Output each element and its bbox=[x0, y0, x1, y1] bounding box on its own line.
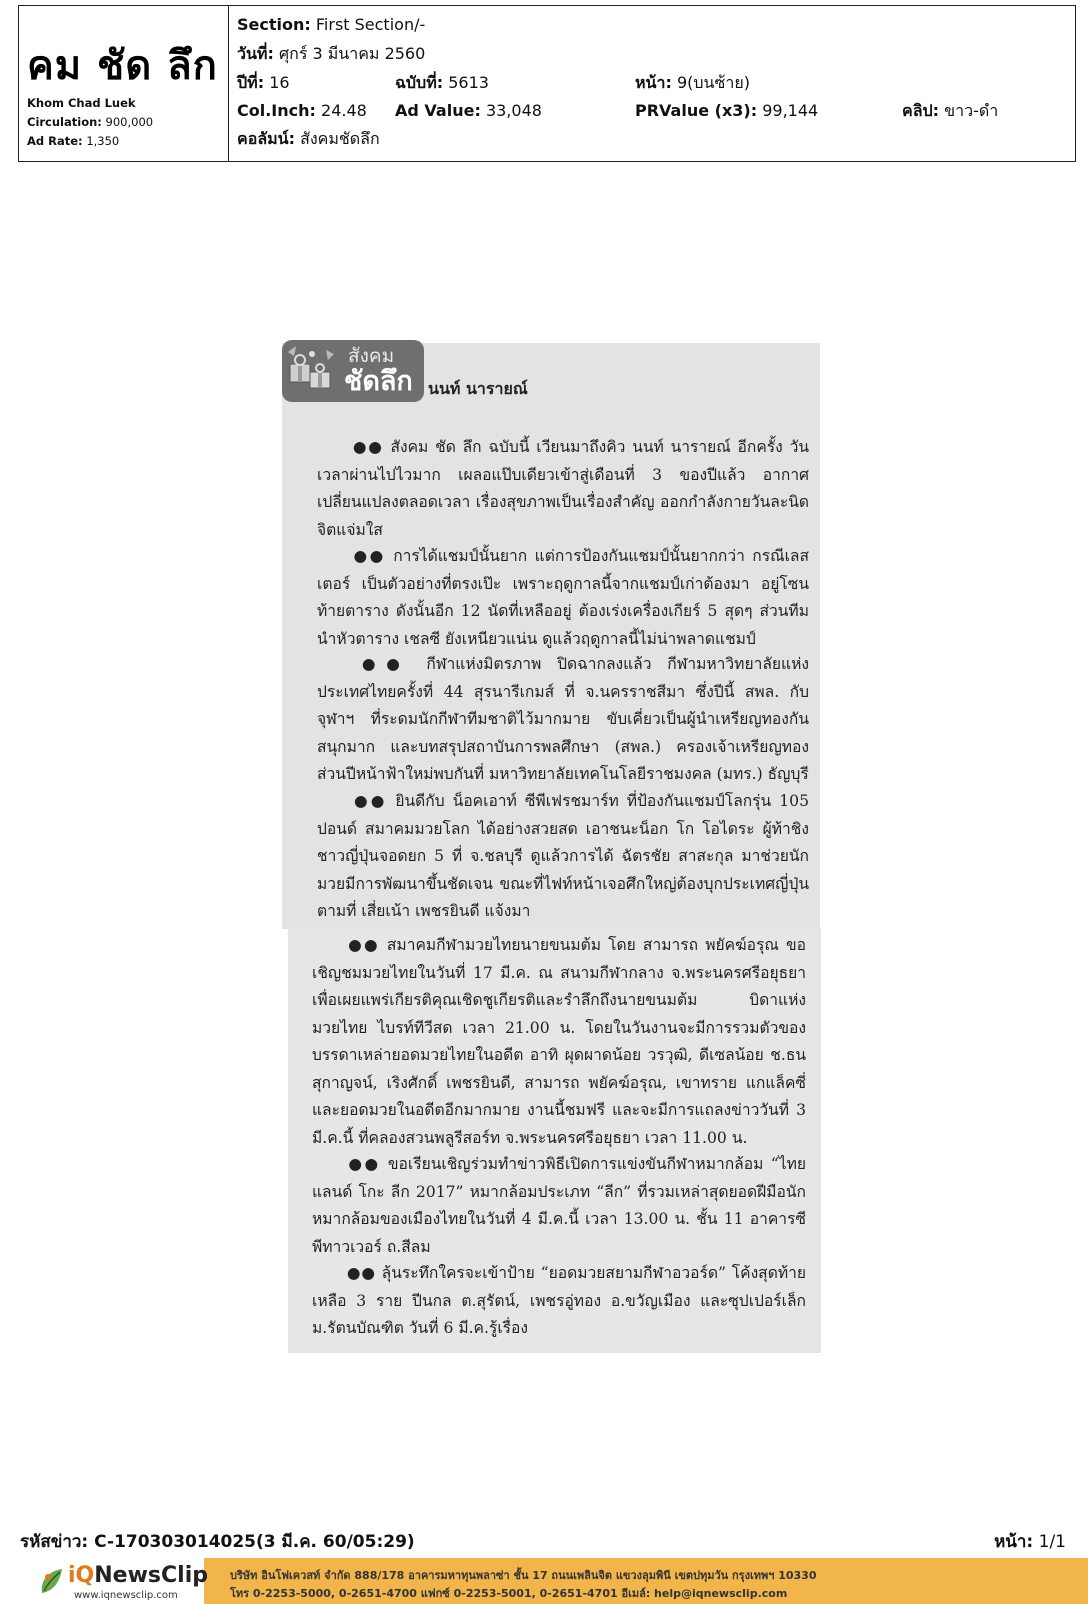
article-paragraph: ●● กีฬาแห่งมิตรภาพ ปิดฉากลงแล้ว กีฬามหาวิทยาลัยแห่งประเทศไทยครั้งที่ 44 สุรนารีเกมส์ ที่ จ.นครราชสีมา ซึ่งปีนี้ สพล. กับ จุฬาฯ ที่ระดมนักกีฬาทีมชาติไว้มากมาย ขับเคี่ยวเป็นผู้นำเหรียญทองกันสนุกมาก และบทสรุปสถาบันการพลศึกษา (สพล.) ครองเจ้าเหรียญทอง ส่วนปีหน้าฟ้าใหม่พบกันที่ มหาวิทยาลัยเทคโนโลยีราชมงคล (มทร.) ธัญบุรี bbox=[317, 655, 809, 783]
article-paragraph: ●● สมาคมกีฬามวยไทยนายขนมต้ม โดย สามารถ พยัคฆ์อรุณ ขอเชิญชมมวยไทยในวันที่ 17 มี.ค. ณ สนามกีฬากลาง จ.พระนครศรีอยุธยา เพื่อเผยแพร่เกียรติคุณเชิดชูเกียรติและรำลึกถึงนายขนมต้ม บิดาแห่งมวยไทย ไบรท์ทีวีสด เวลา 21.00 น. โดยในวันงานจะมีการรวมตัวของบรรดาเหล่ายอดมวยไทยในอดีต อาทิ ผุดผาดน้อย วรวุฒิ, ดีเซลน้อย ช.ธนสุกาญจน์, เริงศักดิ์ เพชรยินดี, สามารถ พยัคฆ์อรุณ, เขาทราย แกแล็คซี่ และยอดมวยในอดีตอีกมากมาย งานนี้ชมฟรี และจะมีการแถลงข่าววันที่ 3 มี.ค.นี้ ที่คลองสวนพลูรีสอร์ท จ.พระนครศรีอยุธยา เวลา 11.00 น. bbox=[312, 936, 806, 1147]
ad-rate-label: Ad Rate: bbox=[27, 134, 83, 148]
value-row bbox=[237, 97, 1057, 125]
leaf-logo-icon bbox=[38, 1567, 64, 1597]
article-paragraph: ●● ขอเรียนเชิญร่วมทำข่าวพิธีเปิดการแข่งขันกีฬาหมากล้อม “ไทยแลนด์ โกะ ลีก 2017” หมากล้อมประเภท “ลีก” ที่รวมเหล่าสุดยอดฝีมือนักหมากล้อมของเมืองไทยในวันที่ 4 มี.ค.นี้ เวลา 13.00 น. ชั้น 11 อาคารซีพีทาวเวอร์ ถ.สีลม bbox=[312, 1155, 806, 1256]
issue-value: 5613 bbox=[448, 73, 489, 92]
date-row bbox=[237, 40, 425, 68]
ad-rate-value: 1,350 bbox=[86, 134, 120, 148]
section-label: Section: bbox=[237, 15, 311, 34]
column-row bbox=[237, 125, 380, 153]
date-label: วันที่: bbox=[237, 44, 274, 63]
year-value: 16 bbox=[269, 73, 290, 92]
article-paragraph: ●● การได้แชมป์นั้นยาก แต่การป้องกันแชมป์นั้นยากกว่า กรณีเลสเตอร์ เป็นตัวอย่างที่ตรงเป๊ะ เพราะฤดูกาลนี้จากแชมป์เก่าต้องมา อยู่โซนท้ายตาราง ดังนั้นอีก 12 นัดที่เหลืออยู่ ต้องเร่งเครื่องเกียร์ 5 สุดๆ ส่วนทีมนำหัวตาราง เชลซี ยังเหนียวแน่น ดูแล้วฤดูกาลนี้ไม่น่าพลาดแชมป์ bbox=[317, 547, 809, 648]
clip-header bbox=[18, 5, 1076, 162]
page-label: หน้า: bbox=[635, 73, 672, 92]
badge-line-2: ชัดลึก bbox=[344, 366, 413, 397]
column-value: สังคมชัดลึก bbox=[300, 129, 380, 148]
publication-name: Khom Chad Luek bbox=[27, 96, 136, 110]
article-paragraph: ●● ลุ้นระทึกใครจะเข้าป้าย “ยอดมวยสยามกีฬาอวอร์ด” โค้งสุดท้าย เหลือ 3 ราย ปีนกล ต.สุรัตน์, เพชรอู่ทอง อ.ขวัญเมือง และซุปเปอร์เล็ก ม.รัตนบัณฑิต วันที่ 6 มี.ค.รู้เรื่อง bbox=[312, 1264, 806, 1337]
footer-contact-band bbox=[204, 1558, 1088, 1604]
brand-name: iQNewsClip bbox=[68, 1563, 208, 1588]
advalue-label: Ad Value: bbox=[395, 101, 481, 120]
company-address: บริษัท อินโฟเควสท์ จำกัด 888/178 อาคารมหาทุนพลาซ่า ชั้น 17 ถนนเพลินจิต แขวงลุมพินี เขตปทุมวัน กรุงเทพฯ 10330 bbox=[230, 1569, 817, 1582]
article-paragraph: ●● ยินดีกับ น็อคเอาท์ ซีพีเฟรชมาร์ท ที่ป้องกันแชมป์โลกรุ่น 105 ปอนด์ สมาคมมวยโลก ได้อย่างสวยสด เอาชนะน็อก โก โอไดระ ผู้ท้าชิงชาวญี่ปุ่นจอดยก 5 ที่ จ.ชลบุรี ดูแล้วการได้ ฉัตรชัย สาสะกุล มาช่วยนักมวยมีการพัฒนาขึ้นชัดเจน ขณะที่ไฟท์หน้าเจอศึกใหญ่ต้องบุกประเทศญี่ปุ่นตามที่ เสี่ยเน้า เพชรยินดี แจ้งมา bbox=[317, 792, 809, 920]
clip-details bbox=[229, 6, 1075, 161]
circulation-label: Circulation: bbox=[27, 115, 102, 129]
issue-label: ฉบับที่: bbox=[395, 73, 444, 92]
section-value: First Section/- bbox=[315, 15, 426, 34]
article-paragraph: ●● สังคม ชัด ลึก ฉบับนี้ เวียนมาถึงคิว นนท์ นารายณ์ อีกครั้ง วันเวลาผ่านไปไวมาก เผลอแป๊บเดียวเข้าสู่เดือนที่ 3 ของปีแล้ว อากาศเปลี่ยนแปลงตลอดเวลา เรื่องสุขภาพเป็นเรื่องสำคัญ ออกกำลังกายวันละนิดจิตแจ่มใส bbox=[317, 438, 809, 539]
publication-logo: คม ชัด ลึก bbox=[27, 43, 218, 89]
year-label: ปีที่: bbox=[237, 73, 265, 92]
date-value: ศุกร์ 3 มีนาคม 2560 bbox=[278, 44, 426, 63]
clip-label: คลิป: bbox=[902, 101, 940, 120]
page-counter-value: 1/1 bbox=[1038, 1532, 1066, 1552]
badge-line-1: สังคม bbox=[348, 345, 395, 367]
page-counter-label: หน้า: bbox=[994, 1532, 1034, 1552]
advalue-value: 33,048 bbox=[485, 101, 542, 120]
colinch-value: 24.48 bbox=[321, 101, 367, 120]
page-counter bbox=[994, 1528, 1066, 1555]
page-value: 9(บนซ้าย) bbox=[676, 73, 750, 92]
gift-decoration-icon bbox=[286, 344, 336, 398]
column-badge bbox=[282, 340, 424, 402]
iqnewsclip-logo[interactable] bbox=[34, 1561, 208, 1603]
publication-block bbox=[19, 6, 229, 161]
brand-url: www.iqnewsclip.com bbox=[74, 1590, 178, 1601]
colinch-label: Col.Inch: bbox=[237, 101, 316, 120]
section-row bbox=[237, 11, 425, 39]
article-byline: นนท์ นารายณ์ bbox=[428, 379, 528, 398]
issue-row bbox=[237, 69, 1057, 97]
company-contact: โทร 0-2253-5000, 0-2651-4700 แฟกซ์ 0-2253-5001, 0-2651-4701 อีเมล์: help@iqnewsclip.com bbox=[230, 1587, 788, 1600]
publication-meta bbox=[27, 94, 228, 151]
clip-value: ขาว-ดำ bbox=[944, 101, 999, 120]
column-label: คอลัมน์: bbox=[237, 129, 295, 148]
news-id: รหัสข่าว: C-170303014025(3 มี.ค. 60/05:29) bbox=[20, 1532, 415, 1552]
circulation-value: 900,000 bbox=[105, 115, 154, 129]
prvalue-value: 99,144 bbox=[762, 101, 819, 120]
prvalue-label: PRValue (x3): bbox=[635, 101, 758, 120]
